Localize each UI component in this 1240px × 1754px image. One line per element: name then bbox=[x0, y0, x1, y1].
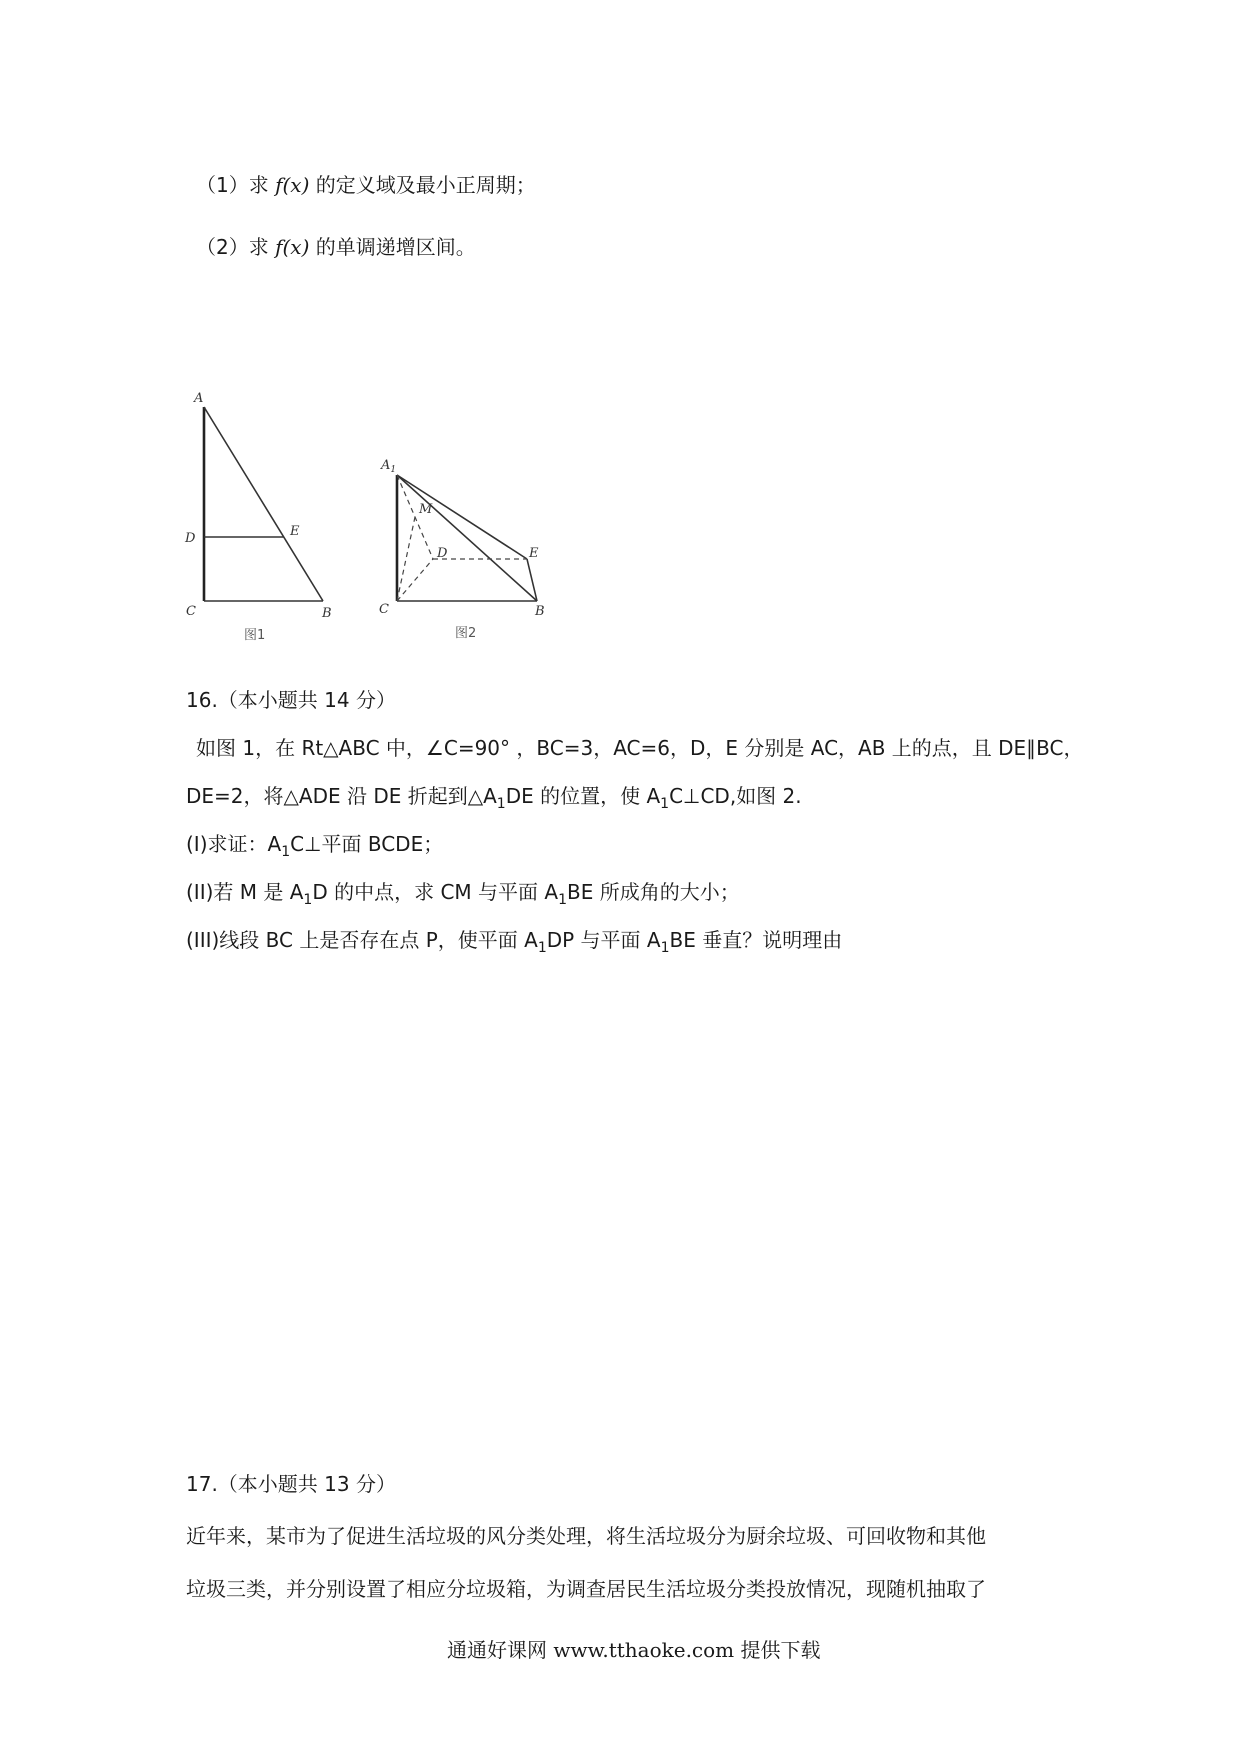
fig1-label-e: E bbox=[290, 524, 300, 539]
fig2-label-c: C bbox=[379, 602, 389, 617]
q17-line1: 近年来，某市为了促进生活垃圾的风分类处理，将生活垃圾分为厨余垃圾、可回收物和其他 bbox=[186, 1524, 986, 1548]
fig1-caption: 图1 bbox=[244, 628, 266, 643]
fig2-label-e: E bbox=[529, 546, 539, 561]
q16-part1: (I)求证：$A_1C\perp$平面 BCDE； bbox=[186, 832, 444, 860]
q17-header: 17.（本小题共 13 分） bbox=[186, 1472, 396, 1496]
fig1-label-c: C bbox=[186, 604, 196, 619]
fig2-edge-a1e bbox=[397, 475, 527, 559]
fig2-edge-eb bbox=[527, 559, 537, 601]
fig2-label-a1: $A_1$ bbox=[381, 458, 397, 475]
fig2-edge-cm bbox=[397, 517, 415, 601]
part1-suffix: 的定义域及最小正周期； bbox=[315, 173, 536, 197]
figure-1 bbox=[180, 385, 350, 645]
fig2-label-b: B bbox=[535, 604, 545, 619]
part1-prefix: （1）求 bbox=[196, 173, 269, 197]
fig1-edge-ab bbox=[204, 407, 323, 601]
fig1-label-d: D bbox=[185, 531, 196, 546]
figure-2 bbox=[375, 445, 555, 645]
page-footer: 通通好课网 www.tthaoke.com 提供下载 bbox=[447, 1638, 821, 1662]
part2-prefix: （2）求 bbox=[196, 235, 269, 259]
fig1-label-b: B bbox=[322, 606, 332, 621]
fig1-label-a: A bbox=[194, 391, 204, 406]
fig2-label-d: D bbox=[437, 546, 448, 561]
part2-fx: f(x) bbox=[275, 235, 310, 259]
q16-line2: DE=2，将△ADE 沿 DE 折起到$\triangle A_1DE$ 的位置，使 $A_1C\perp CD$,如图 2. bbox=[186, 784, 802, 812]
part1-fx: f(x) bbox=[275, 173, 310, 197]
fig2-label-m: M bbox=[419, 502, 433, 517]
q16-header: 16.（本小题共 14 分） bbox=[186, 688, 396, 712]
part1-line bbox=[196, 172, 536, 198]
fig2-caption: 图2 bbox=[455, 626, 477, 641]
q17-line2: 垃圾三类，并分别设置了相应分垃圾箱，为调查居民生活垃圾分类投放情况，现随机抽取了 bbox=[186, 1577, 986, 1601]
q16-part3: (III)线段 BC 上是否存在点 P，使平面 $A_1DP$ 与平面 $A_1BE$ 垂直？说明理由 bbox=[186, 928, 843, 956]
q16-line1: 如图 1，在 Rt△ABC 中，∠C=90° ，BC=3，AC=6，D，E 分别是 AC，AB 上的点，且 DE∥BC， bbox=[196, 736, 1084, 760]
part2-suffix: 的单调递增区间。 bbox=[315, 235, 476, 259]
fig2-edge-a1b bbox=[397, 475, 537, 601]
q16-part2: (II)若 M 是 $A_1D$ 的中点，求 CM 与平面 $A_1BE$ 所成角的大小； bbox=[186, 880, 740, 908]
fig2-edge-cd bbox=[397, 559, 433, 601]
part2-line bbox=[196, 234, 476, 260]
